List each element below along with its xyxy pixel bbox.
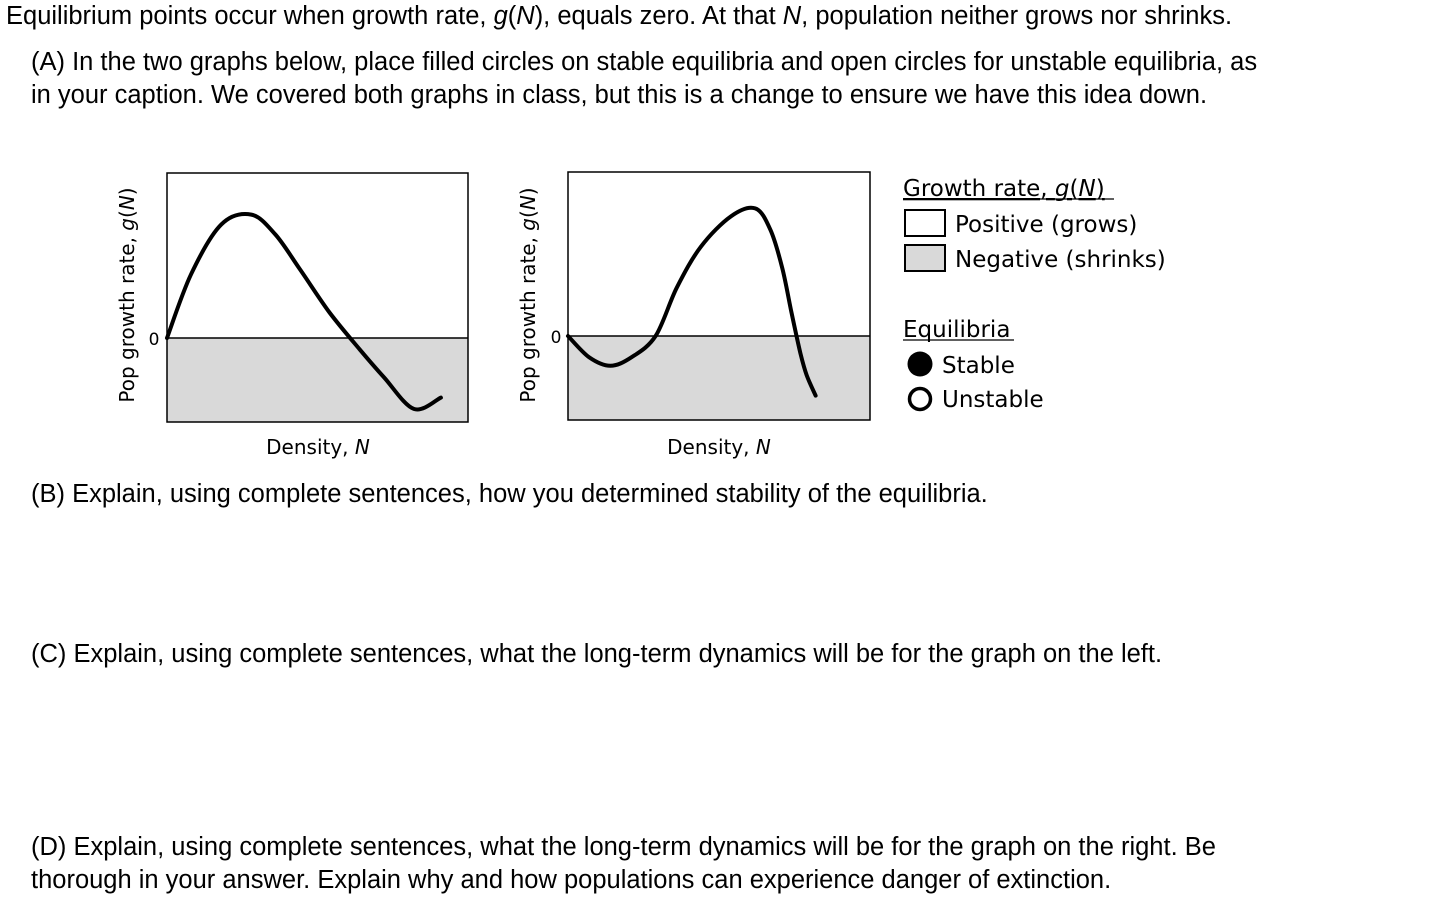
intro-text: Equilibrium points occur when growth rate, g(N), equals zero. At that N, population neither grows nor shrinks. bbox=[6, 2, 1233, 30]
y-axis-label: Pop growth rate, g(N) bbox=[115, 187, 139, 403]
legend-negative-label: Negative (shrinks) bbox=[955, 247, 1166, 273]
part-c-question: (C) Explain, using complete sentences, what the long-term dynamics will be for the graph on the left. bbox=[31, 640, 1163, 668]
legend bbox=[903, 176, 1166, 413]
x-axis-label: Density, N bbox=[667, 435, 771, 459]
legend-equilibria-title: Equilibria bbox=[903, 317, 1011, 343]
legend-growth-title: Growth rate, g(N) bbox=[903, 176, 1105, 202]
legend-stable-label: Stable bbox=[942, 353, 1015, 379]
part-d-question bbox=[31, 831, 1216, 897]
legend-unstable-label: Unstable bbox=[942, 387, 1044, 413]
stable-filled-circle-icon bbox=[908, 352, 933, 377]
part-a-line-1: (A) In the two graphs below, place filled circles on stable equilibria and open circles for unstable equilibria, as bbox=[31, 48, 1258, 76]
x-axis-label: Density, N bbox=[266, 435, 370, 459]
legend-positive-label: Positive (grows) bbox=[955, 212, 1138, 238]
part-d-line-1: (D) Explain, using complete sentences, what the long-term dynamics will be for the graph on the right. Be bbox=[31, 833, 1216, 861]
part-a-line-2: in your caption. We covered both graphs in class, but this is a change to ensure we have this idea down. bbox=[31, 81, 1208, 109]
negative-swatch bbox=[905, 245, 945, 271]
unstable-open-circle-icon bbox=[910, 389, 931, 410]
y-axis-label: Pop growth rate, g(N) bbox=[516, 187, 540, 403]
part-b-question: (B) Explain, using complete sentences, how you determined stability of the equilibria. bbox=[31, 480, 988, 508]
zero-tick: 0 bbox=[148, 330, 160, 350]
right-graph bbox=[516, 172, 870, 459]
part-d-line-2: thorough in your answer. Explain why and how populations can experience danger of extinction. bbox=[31, 866, 1112, 894]
negative-region bbox=[568, 336, 870, 420]
zero-tick: 0 bbox=[550, 328, 562, 348]
positive-swatch bbox=[905, 210, 945, 236]
left-graph bbox=[115, 173, 468, 459]
